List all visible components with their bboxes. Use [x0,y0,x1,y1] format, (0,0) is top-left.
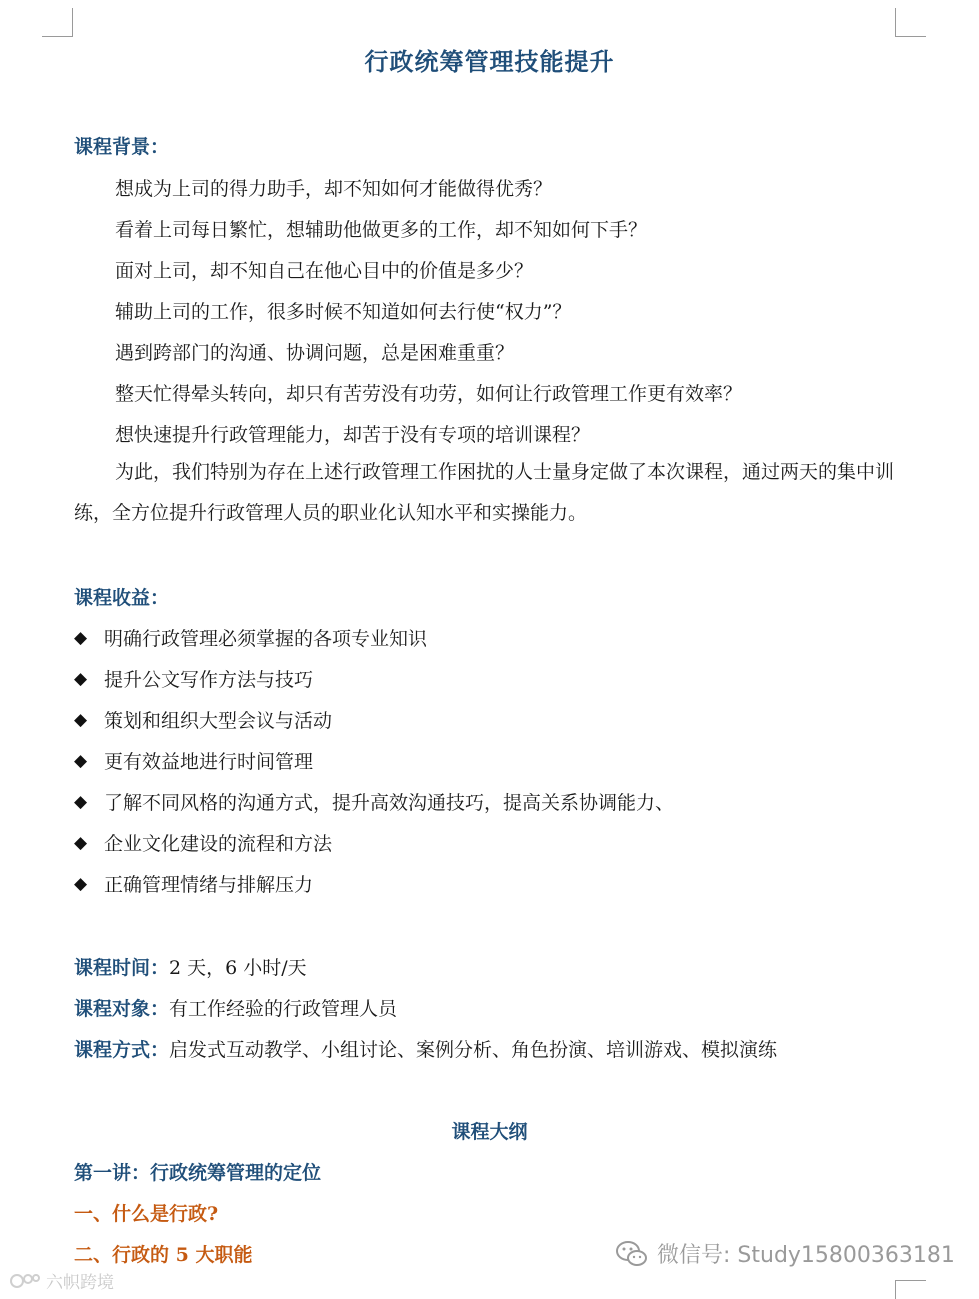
course-audience-label: 课程对象： [74,998,170,1020]
background-line: 想成为上司的得力助手，却不知如何才能做得优秀？ [115,178,553,200]
benefit-text: 更有效益地进行时间管理 [104,751,314,773]
watermark-right-text: 微信号: Study15800363181 [657,1243,955,1268]
watermark-left [8,1268,114,1293]
benefit-text: 正确管理情绪与排解压力 [104,874,314,896]
diamond-bullet-icon: ◆ [74,627,88,648]
benefit-text: 企业文化建设的流程和方法 [104,833,333,855]
subsection-heading: 二、行政的 5 大职能 [74,1244,253,1266]
benefit-item [74,747,313,774]
background-line: 面对上司，却不知自己在他心目中的价值是多少？ [115,260,534,282]
wechat-icon [615,1239,649,1269]
background-line: 想快速提升行政管理能力，却苦于没有专项的培训课程？ [115,424,591,446]
diamond-bullet-icon: ◆ [74,709,88,730]
benefit-text: 策划和组织大型会议与活动 [104,710,333,732]
course-method-label: 课程方式： [74,1039,170,1061]
benefits-heading: 课程收益： [74,587,170,609]
course-method-row [74,1035,777,1062]
course-audience-row [74,994,397,1021]
background-line: 整天忙得晕头转向，却只有苦劳没有功劳，如何让行政管理工作更有效率？ [115,383,743,405]
crop-mark-bottom-right [895,1280,926,1299]
benefit-item [74,829,332,856]
diamond-bullet-icon: ◆ [74,873,88,894]
watermark-right [615,1238,955,1269]
course-time-value: 2 天，6 小时/天 [169,957,307,979]
diamond-bullet-icon: ◆ [74,832,88,853]
crop-mark-top-right [895,8,926,37]
outline-title: 课程大纲 [451,1121,528,1143]
course-method-value: 启发式互动教学、小组讨论、案例分析、角色扮演、培训游戏、模拟演练 [169,1039,778,1061]
subsection-heading: 一、什么是行政? [74,1203,219,1225]
course-time-label: 课程时间： [74,957,170,979]
brand-logo-icon [8,1272,42,1290]
benefit-item [74,870,313,897]
lecture-heading: 第一讲：行政统筹管理的定位 [74,1162,322,1184]
background-line: 看着上司每日繁忙，想辅助他做更多的工作，却不知如何下手？ [115,219,648,241]
benefit-item [74,706,332,733]
benefit-text: 提升公文写作方法与技巧 [104,669,314,691]
background-line: 辅助上司的工作，很多时候不知道如何去行使“权力”？ [115,301,572,323]
course-time-row [74,953,307,980]
diamond-bullet-icon: ◆ [74,750,88,771]
benefit-item [74,788,674,815]
background-heading: 课程背景： [74,136,170,158]
crop-mark-top-left [42,8,73,37]
benefit-text: 了解不同风格的沟通方式，提升高效沟通技巧，提高关系协调能力、 [104,792,675,814]
watermark-left-text: 六帜跨境 [46,1273,114,1293]
diamond-bullet-icon: ◆ [74,791,88,812]
diamond-bullet-icon: ◆ [74,668,88,689]
document-title: 行政统筹管理技能提升 [364,47,615,76]
course-audience-value: 有工作经验的行政管理人员 [169,998,398,1020]
background-line: 遇到跨部门的沟通、协调问题，总是困难重重？ [115,342,515,364]
benefit-item [74,665,313,692]
benefit-text: 明确行政管理必须掌握的各项专业知识 [104,628,428,650]
benefit-item [74,624,427,651]
background-closing-paragraph: 为此，我们特别为存在上述行政管理工作困扰的人士量身定做了本次课程，通过两天的集中训练，全方位提升行政管理人员的职业化认知水平和实操能力。 [74,461,895,524]
